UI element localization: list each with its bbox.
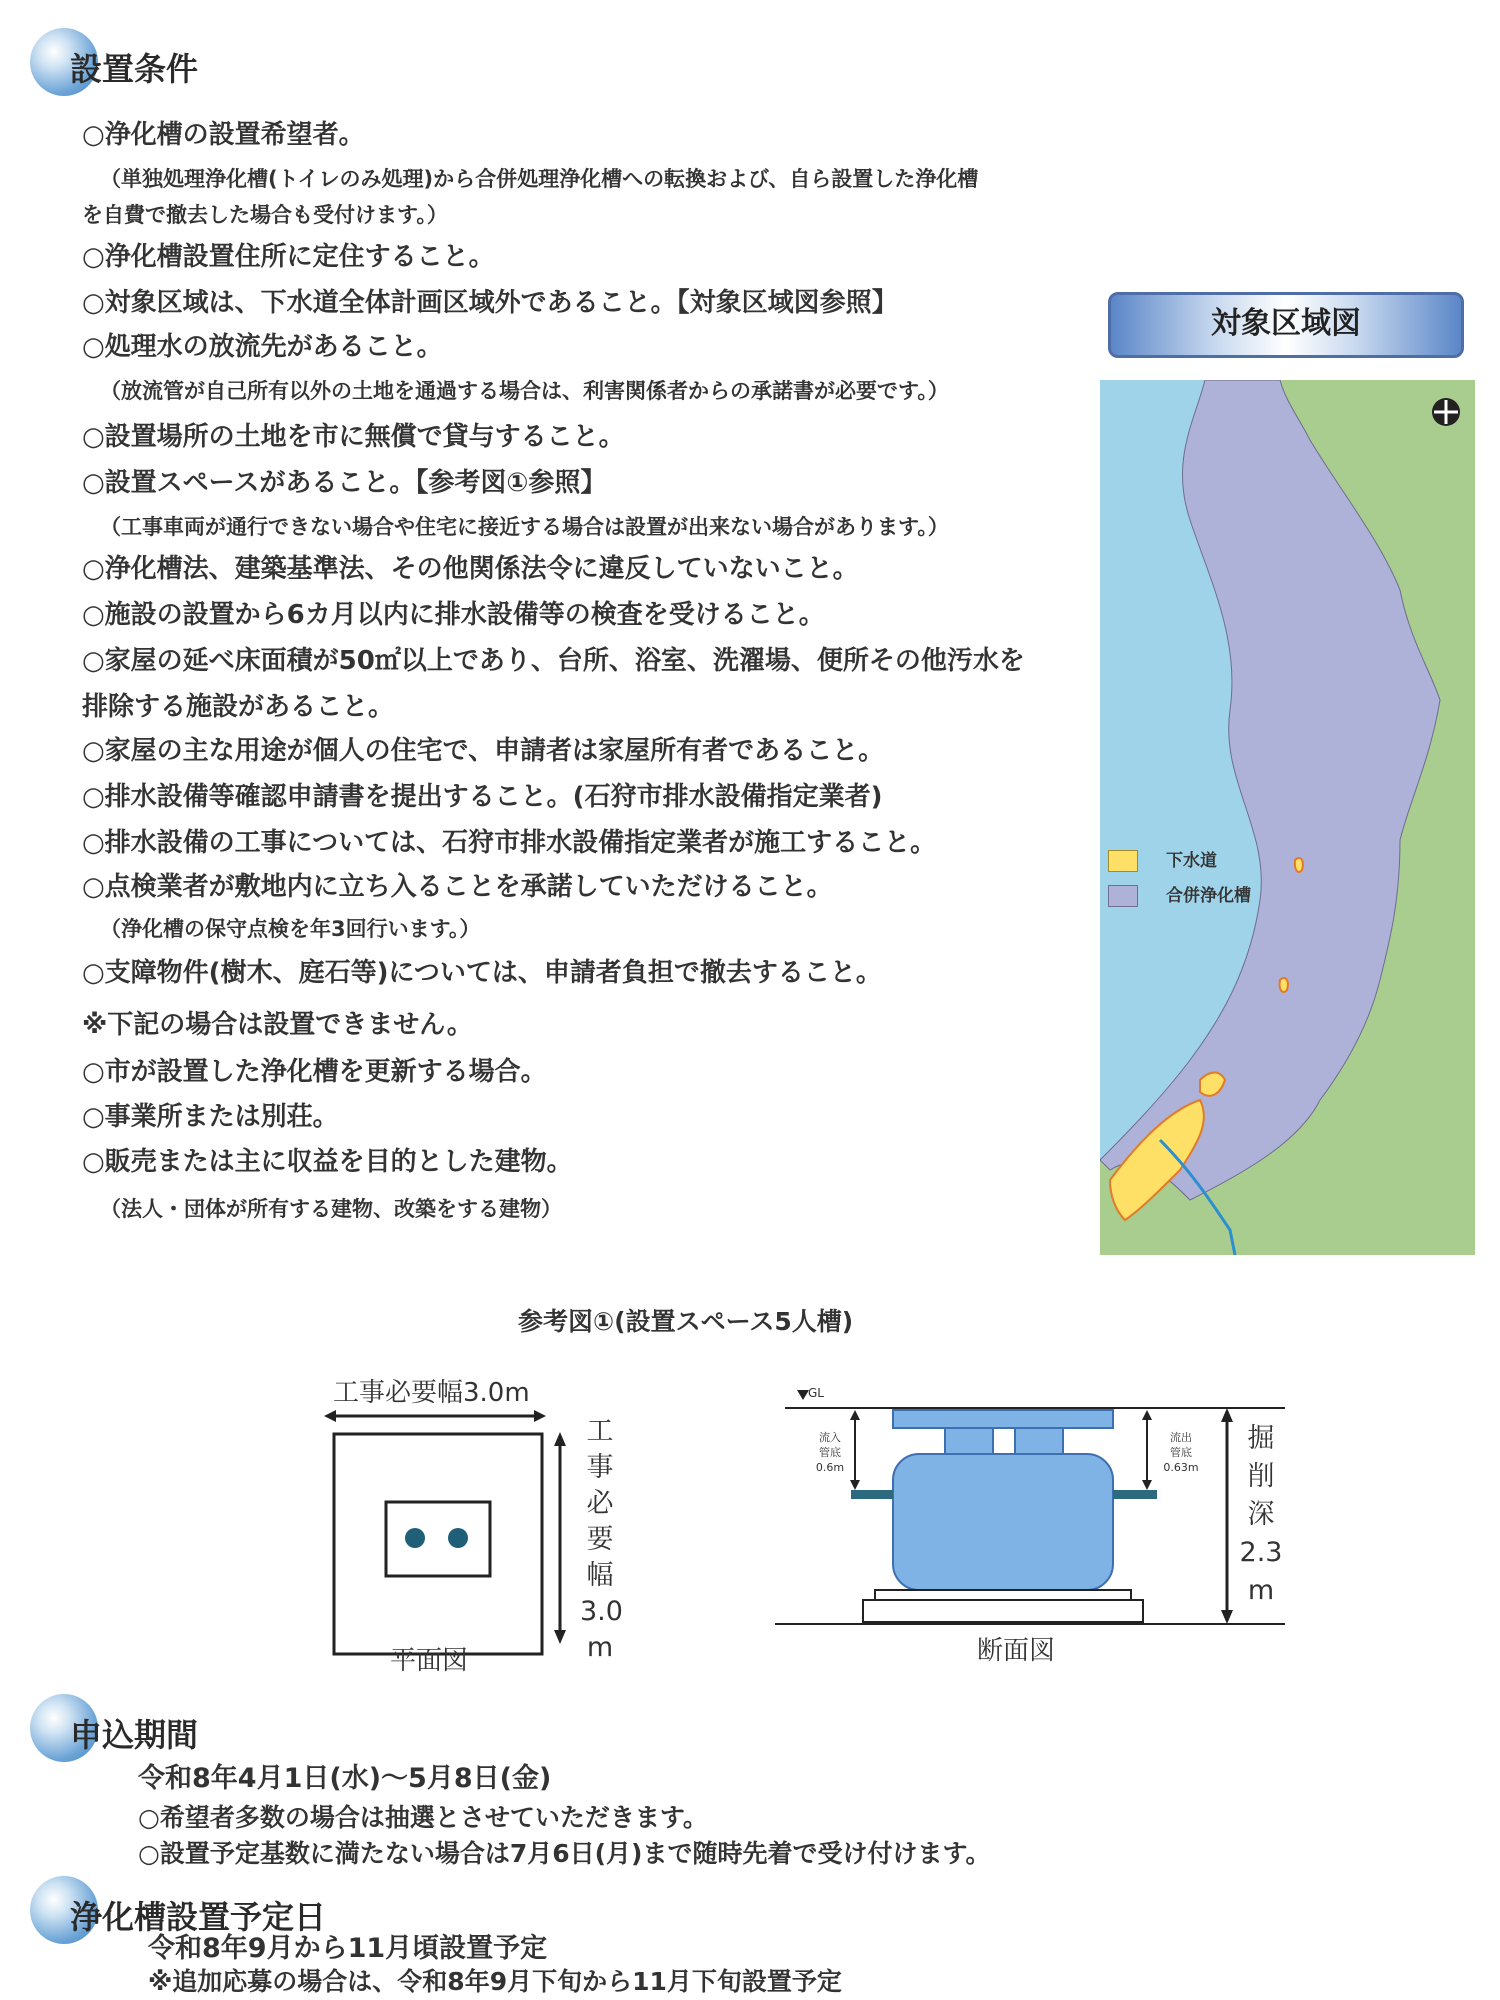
vertical-label-char: 管底	[1170, 1446, 1192, 1459]
figure-caption: 参考図①(設置スペース5人槽)	[518, 1307, 854, 1336]
condition-item: 排除する施設があること。	[82, 692, 395, 722]
outflow-pipe	[1113, 1490, 1157, 1499]
plan-outer-rect	[334, 1434, 542, 1654]
condition-item: （放流管が自己所有以外の土地を通過する場合は、利害関係者からの承諾書が必要です。）	[100, 379, 949, 403]
condition-item: （浄化槽の保守点検を年3回行います。）	[100, 917, 481, 941]
vertical-label-char: 2.3	[1239, 1537, 1283, 1568]
install-note: ※追加応募の場合は、令和8年9月下旬から11月下旬設置予定	[148, 1967, 842, 1996]
vertical-label-char: 必	[586, 1488, 614, 1519]
condition-item: ○排水設備等確認申請書を提出すること。(石狩市排水設備指定業者)	[82, 782, 883, 812]
plan-drawing	[320, 1404, 570, 1664]
vertical-label-char: 事	[586, 1452, 614, 1483]
section-name: 断面図	[977, 1636, 1056, 1666]
condition-item: を自費で撤去した場合も受付けます。）	[82, 203, 448, 227]
section-drawing	[775, 1382, 1295, 1644]
condition-item: ○浄化槽設置住所に定住すること。	[82, 242, 495, 272]
vertical-label-char: 要	[586, 1524, 614, 1555]
not-allowed-item: ○市が設置した浄化槽を更新する場合。	[82, 1057, 547, 1087]
vertical-label-char: 掘	[1247, 1423, 1275, 1454]
depth-label	[1238, 1420, 1284, 1610]
map-sewer-area	[1280, 978, 1288, 992]
section-title: 浄化槽設置予定日	[70, 1898, 327, 1936]
condition-item: （工事車両が通行できない場合や住宅に接近する場合は設置が出来ない場合があります。）	[100, 515, 949, 539]
vertical-label-char: 深	[1247, 1499, 1275, 1530]
vertical-label-char: 0.63m	[1163, 1461, 1199, 1474]
condition-item: ○浄化槽法、建築基準法、その他関係法令に違反していないこと。	[82, 554, 859, 584]
vertical-label-char: m	[586, 1632, 614, 1663]
vertical-label-char: 3.0	[580, 1596, 623, 1627]
period-note: ○設置予定基数に満たない場合は7月6日(月)まで随時先着で受け付けます。	[138, 1839, 991, 1868]
not-allowed-item: （法人・団体が所有する建物、改築をする建物）	[100, 1197, 562, 1221]
vertical-label-char: m	[1247, 1575, 1275, 1606]
condition-item: ○排水設備の工事については、石狩市排水設備指定業者が施工すること。	[82, 828, 937, 858]
inflow-label	[810, 1430, 850, 1475]
height-arrow	[550, 1432, 570, 1644]
manhole-icon	[405, 1528, 425, 1548]
gl-label: GL	[808, 1386, 824, 1400]
plan-tank-rect	[386, 1502, 490, 1576]
septic-tank-body	[893, 1454, 1113, 1590]
legend-label-sewer: 下水道	[1166, 851, 1217, 871]
legend-label-septic: 合併浄化槽	[1166, 886, 1251, 906]
legend-swatch-septic	[1108, 885, 1138, 907]
vertical-label-char: 流入	[819, 1431, 841, 1444]
arrow-head	[534, 1410, 546, 1422]
vertical-label-char: 幅	[586, 1560, 614, 1591]
plan-height-label	[580, 1414, 623, 1666]
tank-cover	[893, 1410, 1113, 1428]
not-allowed-heading: ※下記の場合は設置できません。	[82, 1010, 473, 1040]
inflow-pipe	[851, 1490, 893, 1499]
condition-item: ○支障物件(樹木、庭石等)については、申請者負担で撤去すること。	[82, 958, 882, 988]
not-allowed-item: ○事業所または別荘。	[82, 1102, 339, 1132]
vertical-label-char: 工	[586, 1416, 614, 1447]
condition-item: ○家屋の延べ床面積が50㎡以上であり、台所、浴室、洗濯場、便所その他汚水を	[82, 646, 1025, 676]
vertical-label-char: 管底	[819, 1446, 841, 1459]
target-area-map	[1100, 380, 1475, 1255]
section-title: 申込期間	[70, 1716, 199, 1754]
not-allowed-item: ○販売または主に収益を目的とした建物。	[82, 1147, 573, 1177]
arrow-head	[324, 1410, 336, 1422]
condition-item: ○浄化槽の設置希望者。	[82, 120, 365, 150]
condition-item: ○対象区域は、下水道全体計画区域外であること。【対象区域図参照】	[82, 288, 898, 318]
foundation	[863, 1600, 1143, 1622]
condition-item: ○処理水の放流先があること。	[82, 332, 443, 362]
plan-width-label: 工事必要幅3.0m	[333, 1378, 530, 1408]
plan-name: 平面図	[390, 1646, 469, 1676]
base-slab	[875, 1590, 1131, 1600]
condition-item: ○点検業者が敷地内に立ち入ることを承諾していただけること。	[82, 872, 833, 902]
tank-riser	[945, 1428, 993, 1454]
vertical-label-char: 削	[1247, 1461, 1275, 1492]
condition-item: （単独処理浄化槽(トイレのみ処理)から合併処理浄化槽への転換および、自ら設置した浄化槽	[100, 167, 979, 191]
manhole-icon	[448, 1528, 468, 1548]
period-date: 令和8年4月1日(水)～5月8日(金)	[138, 1763, 552, 1794]
map-svg	[1100, 380, 1475, 1255]
map-sewer-area	[1295, 858, 1303, 872]
period-note: ○希望者多数の場合は抽選とさせていただきます。	[138, 1803, 708, 1832]
tank-riser	[1015, 1428, 1063, 1454]
legend-swatch-sewer	[1108, 850, 1138, 872]
vertical-label-char: 流出	[1170, 1431, 1192, 1444]
condition-item: ○施設の設置から6カ月以内に排水設備等の検査を受けること。	[82, 600, 825, 630]
outflow-label	[1160, 1430, 1202, 1475]
map-title: 対象区域図	[1108, 292, 1464, 358]
section-title: 設置条件	[70, 50, 199, 88]
install-schedule: 令和8年9月から11月頃設置予定	[148, 1933, 548, 1964]
condition-item: ○家屋の主な用途が個人の住宅で、申請者は家屋所有者であること。	[82, 736, 885, 766]
vertical-label-char: 0.6m	[815, 1461, 845, 1474]
condition-item: ○設置スペースがあること。【参考図①参照】	[82, 468, 607, 498]
condition-item: ○設置場所の土地を市に無償で貸与すること。	[82, 422, 625, 452]
